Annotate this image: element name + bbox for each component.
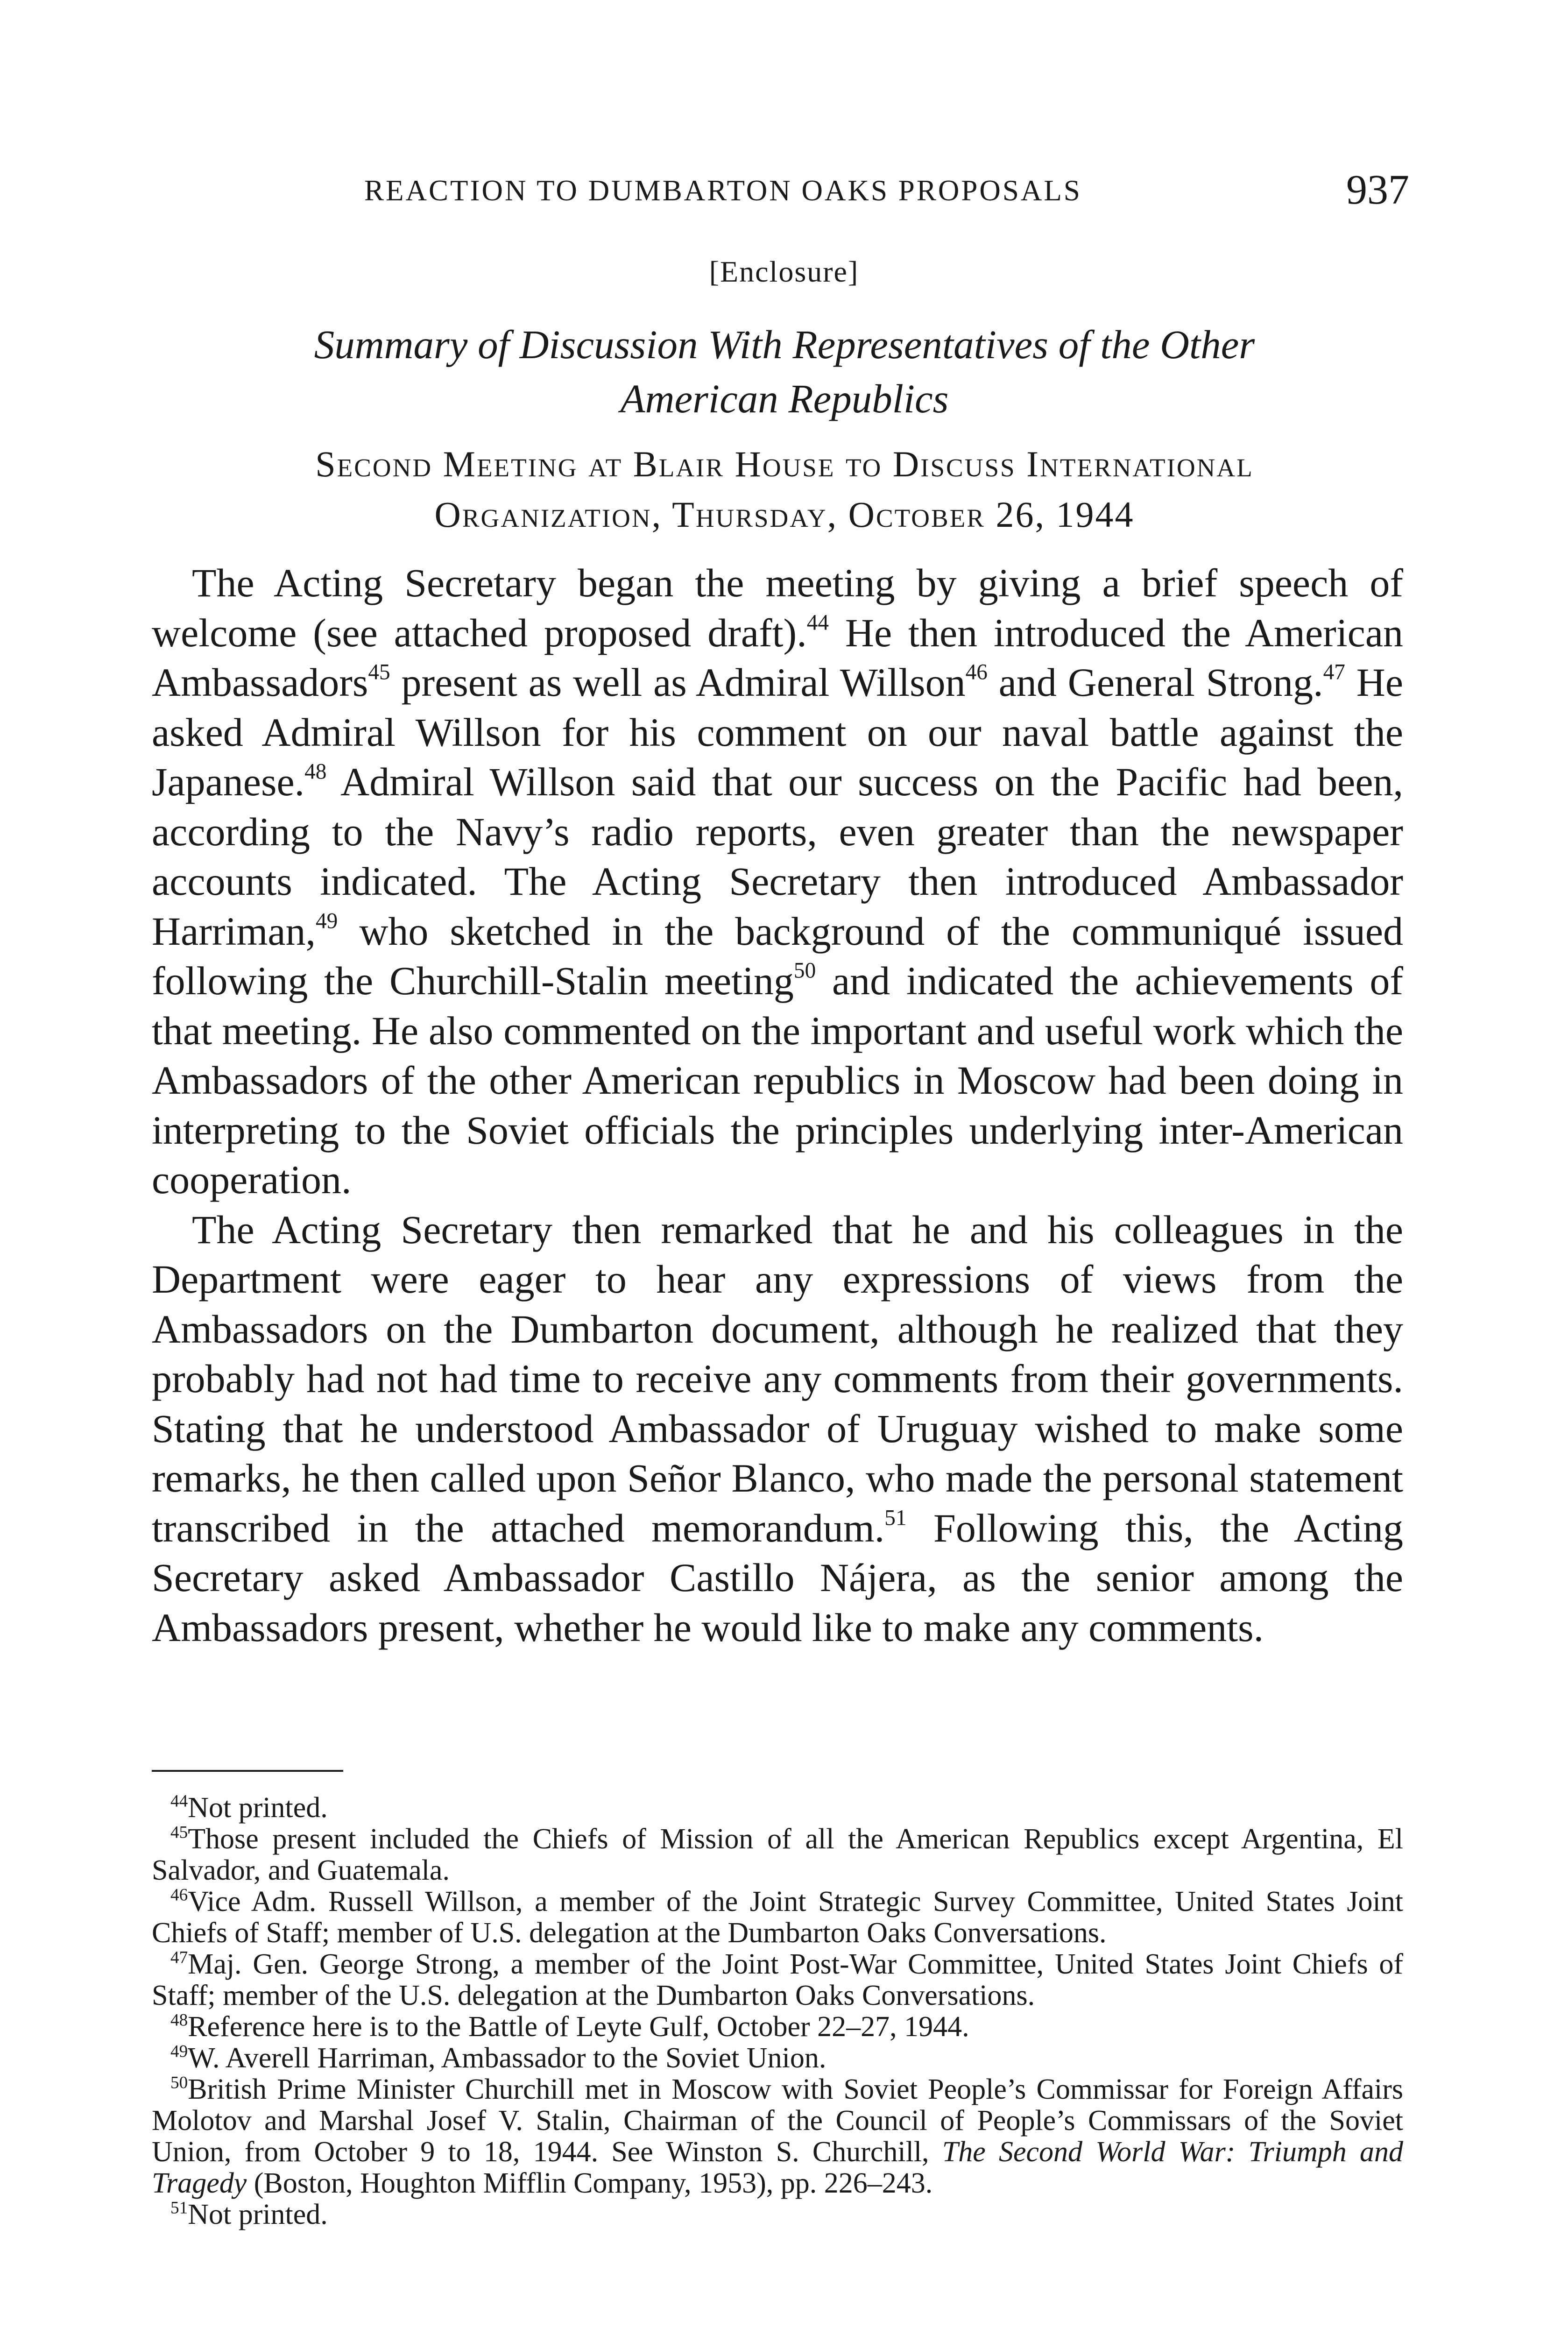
footnote-46 <box>152 1886 1403 1949</box>
subhead-line-1: Second Meeting at Blair House to Discuss International <box>315 444 1254 484</box>
footnote-number: 47 <box>170 1948 188 1967</box>
footnote-ref-45: 45 <box>368 660 390 685</box>
text-segment: and General Strong. <box>987 660 1323 705</box>
footnote-text: W. Averell Harriman, Ambassador to the Soviet Union. <box>188 2042 826 2074</box>
footnote-number: 50 <box>170 2073 188 2093</box>
footnote-ref-46: 46 <box>965 660 988 685</box>
text-segment: The Acting Secretary then remarked that he and his colleagues in the Department were eager to hear any expressions of views from the Ambassadors on the Dumbarton document, although he realized that they probably had not had time to receive any comments from their governments. Stating that he understood Ambassador of Uruguay wished to make some remarks, he then called upon Señor Blanco, who made the personal statement transcribed in the attached memorandum. <box>152 1207 1403 1550</box>
text-segment: The Acting Secretary began the meeting by giving a brief speech of welcome (see attached proposed draft). <box>152 560 1403 655</box>
paragraph-1 <box>152 558 1403 1205</box>
footnote-45 <box>152 1824 1403 1886</box>
footnotes <box>152 1792 1403 2230</box>
title-line-1: Summary of Discussion With Representatives of the Other <box>314 322 1255 367</box>
footnote-50 <box>152 2074 1403 2199</box>
footnote-text: Those present included the Chiefs of Mission of all the American Republics except Argentina, El Salvador, and Guatemala. <box>152 1823 1403 1886</box>
footnote-ref-47: 47 <box>1323 660 1345 685</box>
footnote-ref-50: 50 <box>793 958 816 983</box>
footnote-text: Maj. Gen. George Strong, a member of the Joint Post-War Committee, United States Joint Chiefs of Staff; member of the U.S. delegation at the Dumbarton Oaks Conversations. <box>152 1948 1403 2011</box>
text-segment: He asked Admiral Willson for his comment on our naval battle against the Japanese. <box>152 660 1404 804</box>
footnote-number: 44 <box>170 1791 188 1811</box>
title-line-2: American Republics <box>620 376 949 421</box>
footnote-number: 45 <box>170 1823 188 1842</box>
footnote-text: Not printed. <box>188 1792 328 1824</box>
body-text <box>152 558 1403 1652</box>
enclosure-label: [Enclosure] <box>709 255 859 288</box>
footnote-divider <box>152 1770 343 1772</box>
text-segment: present as well as Admiral Willson <box>390 660 966 705</box>
footnote-49 <box>152 2043 1403 2074</box>
footnote-number: 49 <box>170 2042 188 2061</box>
footnote-number: 46 <box>170 1885 188 1905</box>
footnote-text: Not printed. <box>188 2199 328 2230</box>
text-segment: Admiral Willson said that our success on the Pacific had been, according to the Navy’s radio reports, even greater than the newspaper accounts indicated. The Acting Secretary then introduced Ambassador Harriman, <box>152 759 1403 954</box>
book-title: The Second World War: Triumph and Tragedy <box>152 2136 1404 2199</box>
text-segment: and indicated the achievements of that meeting. He also commented on the important and useful work which the Ambassadors of the other American republics in Moscow had been doing in interpreting to the Soviet officials the principles underlying inter-American cooperation. <box>152 958 1403 1202</box>
footnote-51 <box>152 2199 1403 2230</box>
footnote-ref-49: 49 <box>316 909 338 934</box>
footnote-text: Vice Adm. Russell Willson, a member of the Joint Strategic Survey Committee, United States Joint Chiefs of Staff; member of U.S. delegation at the Dumbarton Oaks Conversations. <box>152 1886 1403 1949</box>
document-title <box>154 318 1415 426</box>
meeting-subheading <box>154 439 1415 540</box>
footnote-text: Reference here is to the Battle of Leyte Gulf, October 22–27, 1944. <box>188 2011 969 2043</box>
footnote-ref-51: 51 <box>884 1506 907 1530</box>
text-segment: who sketched in the background of the communiqué issued following the Churchill-Stalin meeting <box>152 908 1403 1003</box>
footnote-number: 48 <box>170 2010 188 2030</box>
page-number: 937 <box>1346 167 1409 213</box>
footnote-44 <box>152 1792 1403 1824</box>
footnote-ref-48: 48 <box>304 759 327 784</box>
running-head: REACTION TO DUMBARTON OAKS PROPOSALS <box>364 174 1082 207</box>
subhead-line-2: Organization, Thursday, October 26, 1944 <box>434 494 1135 535</box>
text-segment: Following this, the Acting Secretary asked Ambassador Castillo Nájera, as the senior among the Ambassadors present, whether he would like to make any comments. <box>152 1505 1403 1650</box>
footnote-ref-44: 44 <box>806 610 829 635</box>
footnote-47 <box>152 1949 1403 2011</box>
text-segment: He then introduced the American Ambassadors <box>152 610 1403 705</box>
footnote-number: 51 <box>170 2198 188 2218</box>
footnote-48 <box>152 2011 1403 2043</box>
paragraph-2 <box>152 1205 1403 1653</box>
footnote-text: (Boston, Houghton Mifflin Company, 1953), pp. 226–243. <box>247 2167 933 2199</box>
footnote-text: British Prime Minister Churchill met in Moscow with Soviet People’s Commissar for Foreign Affairs Molotov and Marshal Josef V. Stalin, Chairman of the Council of People’s Commissars of the Soviet Union, from October 9 to 18, 1944. See Winston S. Churchill, <box>152 2073 1403 2168</box>
